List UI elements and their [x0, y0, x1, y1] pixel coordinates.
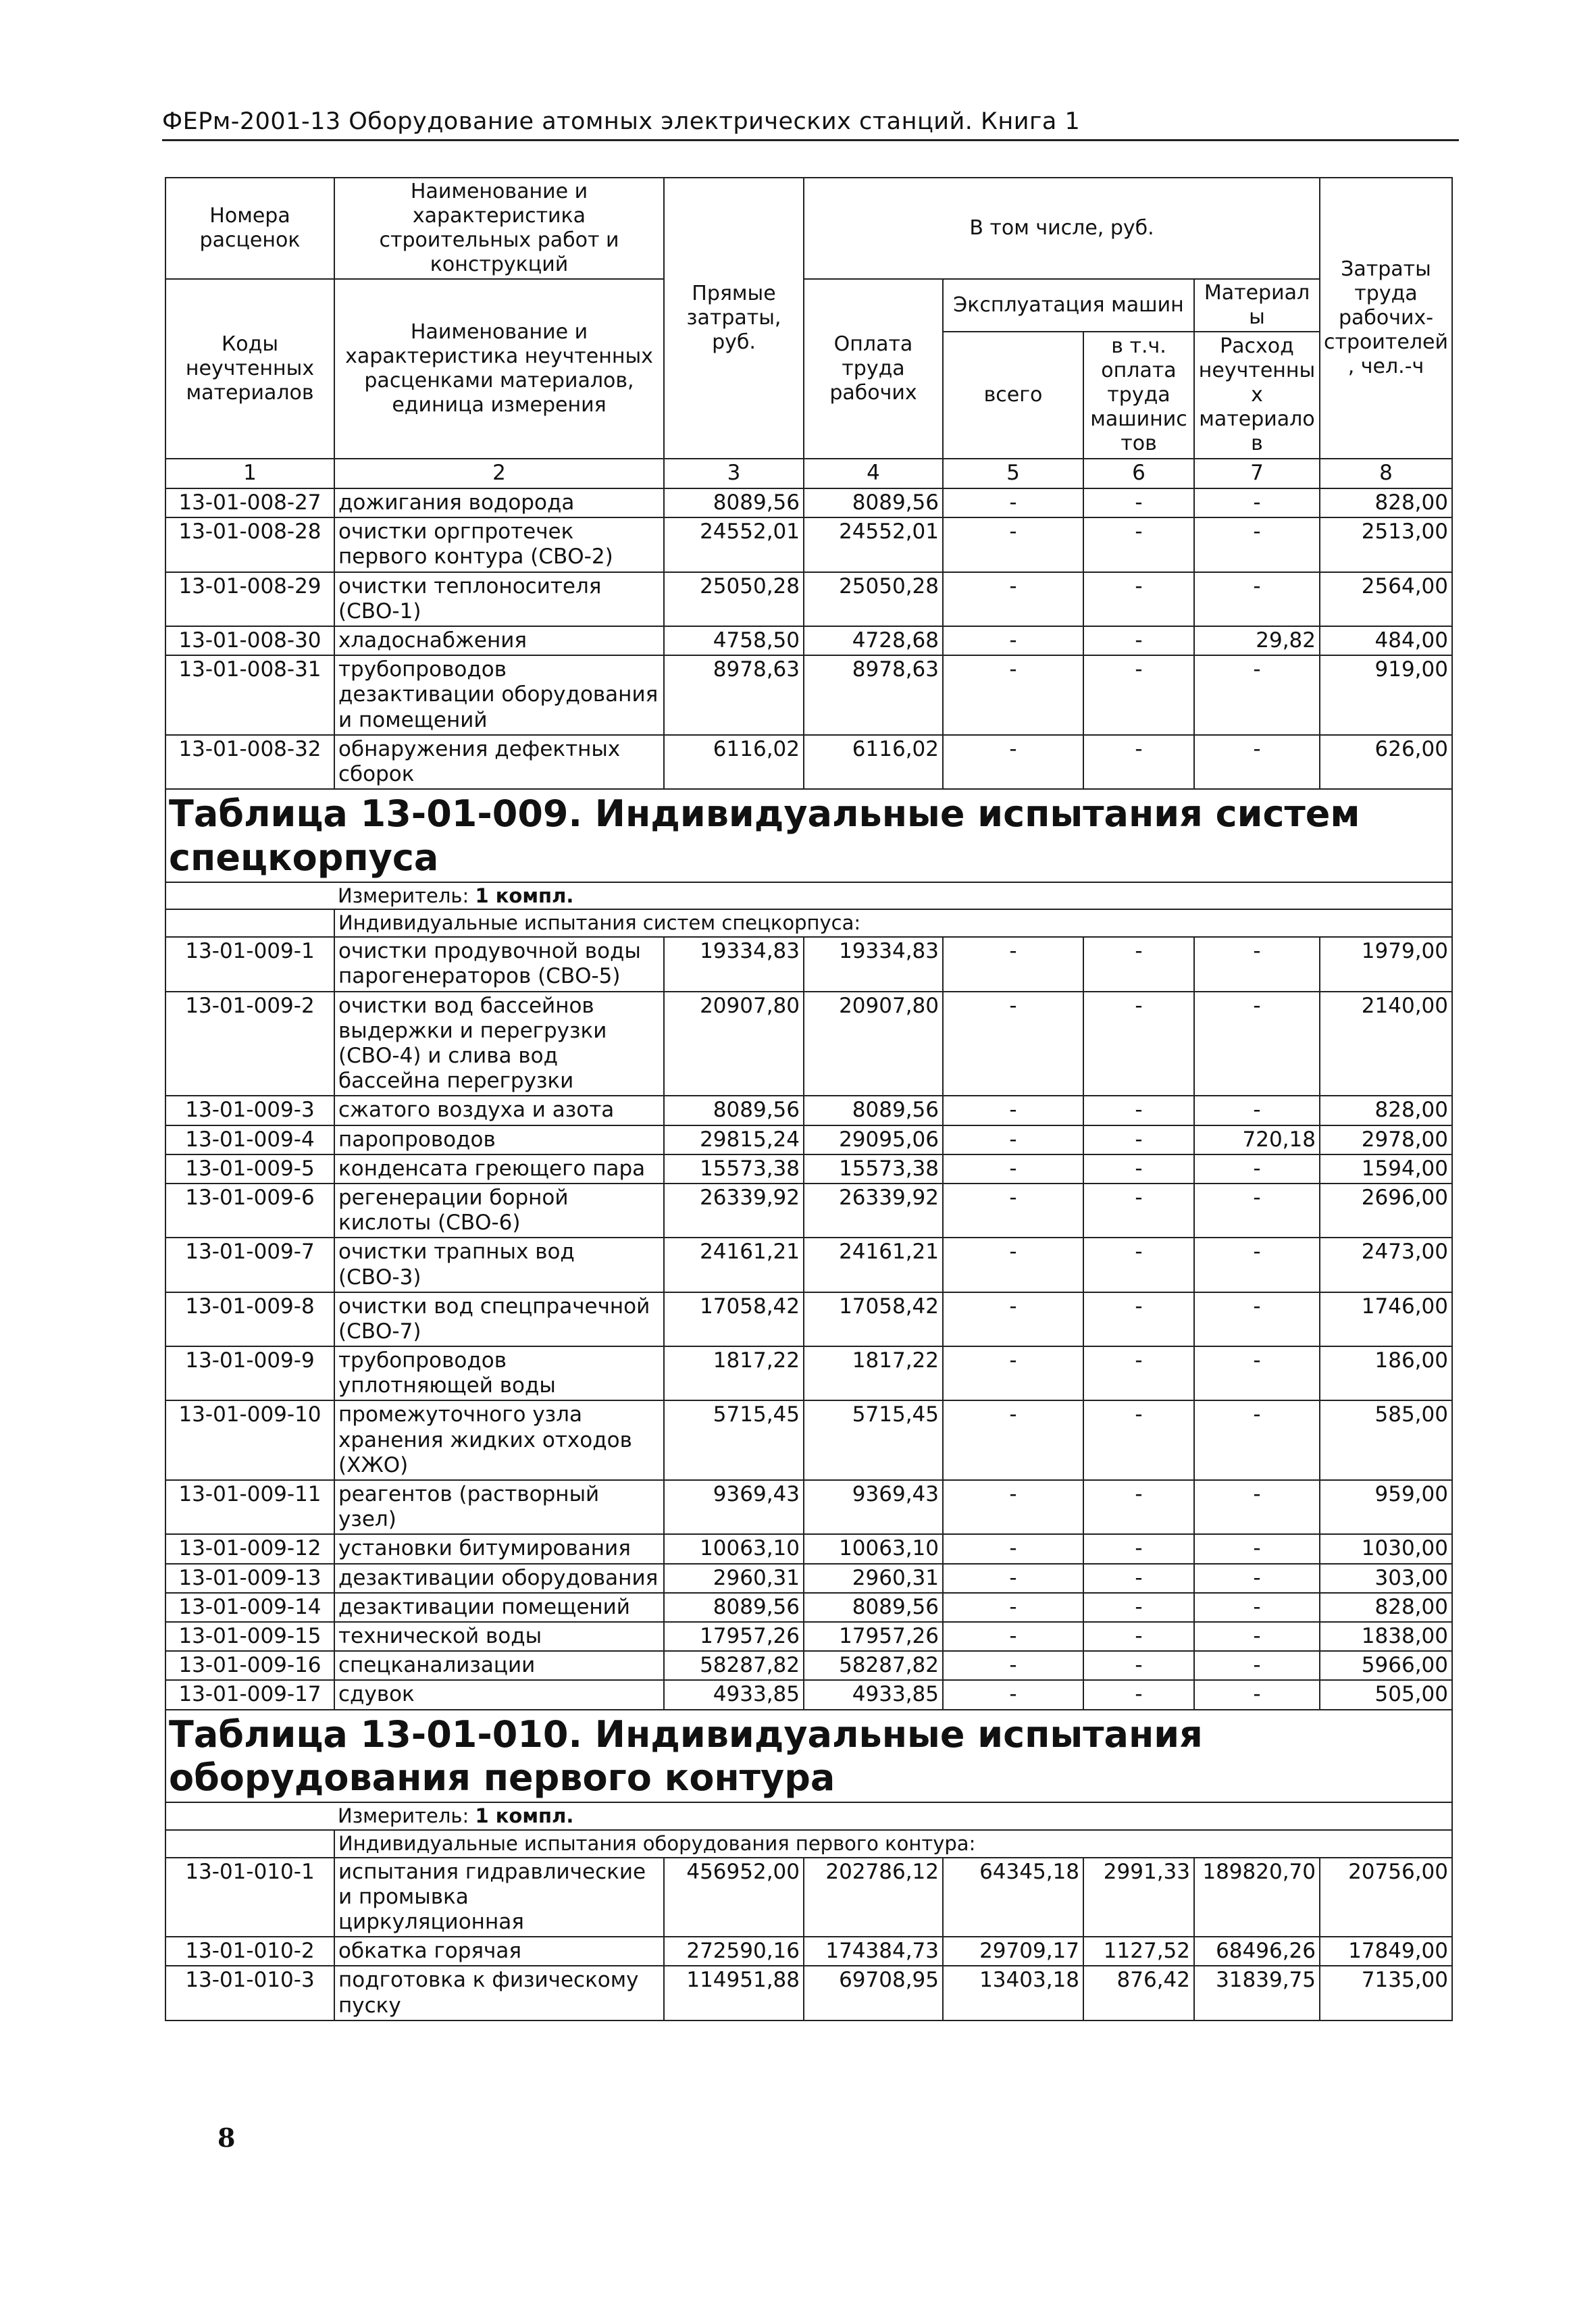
table-row	[165, 1292, 1452, 1346]
machines-total: -	[943, 1184, 1083, 1238]
rate-name: очистки продувочной воды парогенераторов (СВО-5)	[334, 937, 664, 991]
table-row	[165, 1937, 1452, 1966]
materials-use: 68496,26	[1194, 1937, 1320, 1966]
machines-total: -	[943, 1096, 1083, 1125]
materials-use: -	[1194, 655, 1320, 735]
labor-pay: 2960,31	[804, 1564, 943, 1593]
machinist-pay: -	[1083, 1534, 1194, 1563]
machinist-pay: -	[1083, 1184, 1194, 1238]
rate-code: 13-01-008-32	[165, 735, 334, 789]
header-materials-use: Расход неучтенных материалов	[1194, 332, 1320, 459]
labor-cost: 626,00	[1320, 735, 1452, 789]
labor-cost: 828,00	[1320, 488, 1452, 517]
rate-name: регенерации борной кислоты (СВО-6)	[334, 1184, 664, 1238]
machinist-pay: -	[1083, 488, 1194, 517]
labor-cost: 1979,00	[1320, 937, 1452, 991]
table-row	[165, 1184, 1452, 1238]
table-row	[165, 735, 1452, 789]
direct-costs: 25050,28	[664, 572, 804, 626]
table-row	[165, 1534, 1452, 1563]
table-row	[165, 1480, 1452, 1534]
column-number: 3	[664, 459, 804, 488]
header-name-top: Наименование и характеристика строительных работ и конструкций	[334, 178, 664, 279]
subtitle-row	[165, 1830, 1452, 1858]
materials-use: 31839,75	[1194, 1966, 1320, 2020]
labor-cost: 2513,00	[1320, 517, 1452, 571]
materials-use: -	[1194, 1154, 1320, 1184]
direct-costs: 2960,31	[664, 1564, 804, 1593]
direct-costs: 6116,02	[664, 735, 804, 789]
direct-costs: 5715,45	[664, 1400, 804, 1480]
machines-total: -	[943, 1534, 1083, 1563]
machines-total: 64345,18	[943, 1858, 1083, 1937]
direct-costs: 8089,56	[664, 1593, 804, 1622]
rate-name: дезактивации оборудования	[334, 1564, 664, 1593]
materials-use: -	[1194, 488, 1320, 517]
materials-use: -	[1194, 572, 1320, 626]
direct-costs: 24552,01	[664, 517, 804, 571]
labor-cost: 2564,00	[1320, 572, 1452, 626]
labor-cost: 1594,00	[1320, 1154, 1452, 1184]
direct-costs: 17058,42	[664, 1292, 804, 1346]
rate-name: очистки трапных вод (СВО-3)	[334, 1238, 664, 1292]
materials-use: -	[1194, 517, 1320, 571]
section-title-row	[165, 1710, 1452, 1803]
column-numbers-row	[165, 459, 1452, 488]
rate-code: 13-01-008-31	[165, 655, 334, 735]
direct-costs: 1817,22	[664, 1346, 804, 1400]
rate-name: испытания гидравлические и промывка циркуляционная	[334, 1858, 664, 1937]
rate-name: установки битумирования	[334, 1534, 664, 1563]
labor-cost: 1838,00	[1320, 1622, 1452, 1651]
machines-total: -	[943, 1651, 1083, 1680]
meter-label: Измеритель:	[338, 884, 469, 907]
direct-costs: 4758,50	[664, 626, 804, 655]
meter-value: 1 компл.	[475, 1804, 574, 1828]
rate-name: конденсата греющего пара	[334, 1154, 664, 1184]
rate-code: 13-01-009-5	[165, 1154, 334, 1184]
rate-code: 13-01-009-4	[165, 1125, 334, 1154]
header-materials-group: Материалы	[1194, 279, 1320, 332]
labor-cost: 505,00	[1320, 1680, 1452, 1709]
rates-table	[165, 177, 1453, 2021]
machinist-pay: -	[1083, 1154, 1194, 1184]
rate-name: очистки теплоносителя (СВО-1)	[334, 572, 664, 626]
rate-name: обнаружения дефектных сборок	[334, 735, 664, 789]
machines-total: -	[943, 655, 1083, 735]
section-subtitle: Индивидуальные испытания систем спецкорпуса:	[334, 909, 1452, 937]
materials-use: 189820,70	[1194, 1858, 1320, 1937]
labor-pay: 24161,21	[804, 1238, 943, 1292]
rate-code: 13-01-009-10	[165, 1400, 334, 1480]
labor-pay: 19334,83	[804, 937, 943, 991]
labor-pay: 4728,68	[804, 626, 943, 655]
direct-costs: 26339,92	[664, 1184, 804, 1238]
rate-code: 13-01-009-8	[165, 1292, 334, 1346]
header-codes-top: Номера расценок	[165, 178, 334, 279]
labor-pay: 174384,73	[804, 1937, 943, 1966]
column-number: 4	[804, 459, 943, 488]
labor-cost: 2473,00	[1320, 1238, 1452, 1292]
materials-use: -	[1194, 937, 1320, 991]
materials-use: -	[1194, 1680, 1320, 1709]
subtitle-spacer	[165, 909, 334, 937]
labor-cost: 2978,00	[1320, 1125, 1452, 1154]
machinist-pay: -	[1083, 1680, 1194, 1709]
labor-pay: 15573,38	[804, 1154, 943, 1184]
rate-code: 13-01-009-2	[165, 992, 334, 1096]
column-number: 7	[1194, 459, 1320, 488]
labor-cost: 959,00	[1320, 1480, 1452, 1534]
header-labor-pay: Оплата труда рабочих	[804, 279, 943, 459]
labor-pay: 29095,06	[804, 1125, 943, 1154]
materials-use: -	[1194, 992, 1320, 1096]
rate-code: 13-01-010-2	[165, 1937, 334, 1966]
direct-costs: 272590,16	[664, 1937, 804, 1966]
rate-code: 13-01-009-16	[165, 1651, 334, 1680]
table-row	[165, 1966, 1452, 2020]
labor-cost: 2696,00	[1320, 1184, 1452, 1238]
meter-spacer	[165, 882, 334, 910]
machinist-pay: -	[1083, 655, 1194, 735]
machinist-pay: -	[1083, 1622, 1194, 1651]
table-row	[165, 1125, 1452, 1154]
machines-total: 29709,17	[943, 1937, 1083, 1966]
machinist-pay: -	[1083, 517, 1194, 571]
materials-use: -	[1194, 1480, 1320, 1534]
materials-use: 29,82	[1194, 626, 1320, 655]
table-row	[165, 1096, 1452, 1125]
machinist-pay: -	[1083, 1480, 1194, 1534]
running-header: ФЕРм-2001-13 Оборудование атомных электрических станций. Книга 1	[162, 108, 1459, 141]
labor-pay: 8089,56	[804, 1096, 943, 1125]
labor-pay: 24552,01	[804, 517, 943, 571]
direct-costs: 24161,21	[664, 1238, 804, 1292]
rate-code: 13-01-009-11	[165, 1480, 334, 1534]
rate-name: технической воды	[334, 1622, 664, 1651]
table-row	[165, 1400, 1452, 1480]
rate-name: подготовка к физическому пуску	[334, 1966, 664, 2020]
machines-total: -	[943, 1564, 1083, 1593]
rate-name: обкатка горячая	[334, 1937, 664, 1966]
labor-cost: 303,00	[1320, 1564, 1452, 1593]
rate-name: дезактивации помещений	[334, 1593, 664, 1622]
table-row	[165, 655, 1452, 735]
table-row	[165, 1564, 1452, 1593]
machines-total: -	[943, 1125, 1083, 1154]
machines-total: 13403,18	[943, 1966, 1083, 2020]
table-row	[165, 517, 1452, 571]
meter-value: 1 компл.	[475, 884, 574, 907]
machines-total: -	[943, 1680, 1083, 1709]
labor-pay: 17957,26	[804, 1622, 943, 1651]
machinist-pay: 876,42	[1083, 1966, 1194, 2020]
labor-pay: 9369,43	[804, 1480, 943, 1534]
materials-use: -	[1194, 1564, 1320, 1593]
labor-cost: 2140,00	[1320, 992, 1452, 1096]
rate-name: спецканализации	[334, 1651, 664, 1680]
machines-total: -	[943, 572, 1083, 626]
machinist-pay: 1127,52	[1083, 1937, 1194, 1966]
machines-total: -	[943, 1292, 1083, 1346]
direct-costs: 29815,24	[664, 1125, 804, 1154]
table-row	[165, 572, 1452, 626]
direct-costs: 20907,80	[664, 992, 804, 1096]
rate-code: 13-01-009-15	[165, 1622, 334, 1651]
labor-cost: 5966,00	[1320, 1651, 1452, 1680]
labor-cost: 585,00	[1320, 1400, 1452, 1480]
table-row	[165, 488, 1452, 517]
table-row	[165, 1622, 1452, 1651]
meter-cell	[334, 1802, 1452, 1830]
table-row	[165, 1858, 1452, 1937]
labor-cost: 919,00	[1320, 655, 1452, 735]
labor-pay: 20907,80	[804, 992, 943, 1096]
materials-use: -	[1194, 1346, 1320, 1400]
machines-total: -	[943, 1400, 1083, 1480]
materials-use: -	[1194, 1292, 1320, 1346]
materials-use: -	[1194, 1651, 1320, 1680]
machinist-pay: -	[1083, 1593, 1194, 1622]
rate-name: дожигания водорода	[334, 488, 664, 517]
labor-pay: 8978,63	[804, 655, 943, 735]
labor-pay: 58287,82	[804, 1651, 943, 1680]
labor-cost: 828,00	[1320, 1593, 1452, 1622]
machinist-pay: -	[1083, 1564, 1194, 1593]
rate-name: трубопроводов уплотняющей воды	[334, 1346, 664, 1400]
labor-pay: 69708,95	[804, 1966, 943, 2020]
column-number: 6	[1083, 459, 1194, 488]
column-number: 5	[943, 459, 1083, 488]
machinist-pay: -	[1083, 1346, 1194, 1400]
materials-use: -	[1194, 1238, 1320, 1292]
rate-code: 13-01-009-9	[165, 1346, 334, 1400]
direct-costs: 8978,63	[664, 655, 804, 735]
machines-total: -	[943, 735, 1083, 789]
labor-pay: 5715,45	[804, 1400, 943, 1480]
machinist-pay: -	[1083, 1292, 1194, 1346]
table-row	[165, 992, 1452, 1096]
labor-cost: 1030,00	[1320, 1534, 1452, 1563]
direct-costs: 4933,85	[664, 1680, 804, 1709]
header-incl-group: В том числе, руб.	[804, 178, 1320, 279]
rate-code: 13-01-010-1	[165, 1858, 334, 1937]
materials-use: -	[1194, 1622, 1320, 1651]
rate-code: 13-01-009-13	[165, 1564, 334, 1593]
machines-total: -	[943, 1154, 1083, 1184]
rate-code: 13-01-008-29	[165, 572, 334, 626]
rate-name: сжатого воздуха и азота	[334, 1096, 664, 1125]
labor-pay: 202786,12	[804, 1858, 943, 1937]
column-number: 2	[334, 459, 664, 488]
machinist-pay: -	[1083, 1096, 1194, 1125]
rate-name: очистки оргпротечек первого контура (СВО-2)	[334, 517, 664, 571]
direct-costs: 15573,38	[664, 1154, 804, 1184]
section-subtitle: Индивидуальные испытания оборудования первого контура:	[334, 1830, 1452, 1858]
machinist-pay: -	[1083, 1238, 1194, 1292]
labor-pay: 6116,02	[804, 735, 943, 789]
machines-total: -	[943, 1346, 1083, 1400]
labor-cost: 484,00	[1320, 626, 1452, 655]
labor-pay: 8089,56	[804, 488, 943, 517]
labor-pay: 26339,92	[804, 1184, 943, 1238]
section-title-row	[165, 789, 1452, 882]
direct-costs: 10063,10	[664, 1534, 804, 1563]
rate-code: 13-01-008-30	[165, 626, 334, 655]
table-row	[165, 626, 1452, 655]
header-labor-cost: Затраты труда рабочих-строителей, чел.-ч	[1320, 178, 1452, 459]
table-row	[165, 1154, 1452, 1184]
machinist-pay: -	[1083, 1651, 1194, 1680]
machinist-pay: -	[1083, 626, 1194, 655]
table-row	[165, 1238, 1452, 1292]
section-title: Таблица 13-01-010. Индивидуальные испытания оборудования первого контура	[165, 1710, 1452, 1803]
labor-cost: 17849,00	[1320, 1937, 1452, 1966]
machines-total: -	[943, 1593, 1083, 1622]
labor-cost: 828,00	[1320, 1096, 1452, 1125]
rate-name: хладоснабжения	[334, 626, 664, 655]
machines-total: -	[943, 992, 1083, 1096]
machinist-pay: -	[1083, 1400, 1194, 1480]
rate-code: 13-01-008-28	[165, 517, 334, 571]
machines-total: -	[943, 1480, 1083, 1534]
labor-pay: 10063,10	[804, 1534, 943, 1563]
rate-name: очистки вод бассейнов выдержки и перегрузки (СВО-4) и слива вод бассейна перегрузки	[334, 992, 664, 1096]
materials-use: -	[1194, 1184, 1320, 1238]
direct-costs: 114951,88	[664, 1966, 804, 2020]
header-machines-group: Эксплуатация машин	[943, 279, 1194, 332]
table-row	[165, 1593, 1452, 1622]
subtitle-row	[165, 909, 1452, 937]
rate-name: паропроводов	[334, 1125, 664, 1154]
direct-costs: 19334,83	[664, 937, 804, 991]
labor-pay: 17058,42	[804, 1292, 943, 1346]
rate-code: 13-01-009-3	[165, 1096, 334, 1125]
machinist-pay: -	[1083, 992, 1194, 1096]
direct-costs: 17957,26	[664, 1622, 804, 1651]
meter-row	[165, 882, 1452, 910]
rate-code: 13-01-009-6	[165, 1184, 334, 1238]
materials-use: 720,18	[1194, 1125, 1320, 1154]
machinist-pay: -	[1083, 937, 1194, 991]
meter-spacer	[165, 1802, 334, 1830]
materials-use: -	[1194, 1593, 1320, 1622]
meter-label: Измеритель:	[338, 1804, 469, 1828]
materials-use: -	[1194, 1400, 1320, 1480]
header-codes-bottom: Коды неучтенных материалов	[165, 279, 334, 459]
rate-code: 13-01-009-17	[165, 1680, 334, 1709]
column-number: 1	[165, 459, 334, 488]
machinist-pay: 2991,33	[1083, 1858, 1194, 1937]
labor-pay: 1817,22	[804, 1346, 943, 1400]
table-row	[165, 1346, 1452, 1400]
rate-code: 13-01-008-27	[165, 488, 334, 517]
labor-pay: 4933,85	[804, 1680, 943, 1709]
materials-use: -	[1194, 735, 1320, 789]
header-direct-costs: Прямые затраты, руб.	[664, 178, 804, 459]
machines-total: -	[943, 517, 1083, 571]
header-name-bottom: Наименование и характеристика неучтенных расценками материалов, единица измерения	[334, 279, 664, 459]
meter-row	[165, 1802, 1452, 1830]
subtitle-spacer	[165, 1830, 334, 1858]
direct-costs: 58287,82	[664, 1651, 804, 1680]
direct-costs: 8089,56	[664, 1096, 804, 1125]
machines-total: -	[943, 488, 1083, 517]
table-row	[165, 1680, 1452, 1709]
machinist-pay: -	[1083, 735, 1194, 789]
labor-pay: 8089,56	[804, 1593, 943, 1622]
rate-code: 13-01-009-1	[165, 937, 334, 991]
direct-costs: 456952,00	[664, 1858, 804, 1937]
machinist-pay: -	[1083, 1125, 1194, 1154]
rate-code: 13-01-009-12	[165, 1534, 334, 1563]
rate-name: промежуточного узла хранения жидких отходов (ХЖО)	[334, 1400, 664, 1480]
column-number: 8	[1320, 459, 1452, 488]
labor-cost: 7135,00	[1320, 1966, 1452, 2020]
rate-name: сдувок	[334, 1680, 664, 1709]
direct-costs: 8089,56	[664, 488, 804, 517]
machinist-pay: -	[1083, 572, 1194, 626]
rate-code: 13-01-009-7	[165, 1238, 334, 1292]
labor-pay: 25050,28	[804, 572, 943, 626]
rate-name: очистки вод спецпрачечной (СВО-7)	[334, 1292, 664, 1346]
materials-use: -	[1194, 1096, 1320, 1125]
labor-cost: 186,00	[1320, 1346, 1452, 1400]
table-row	[165, 1651, 1452, 1680]
machines-total: -	[943, 626, 1083, 655]
machines-total: -	[943, 1622, 1083, 1651]
labor-cost: 1746,00	[1320, 1292, 1452, 1346]
materials-use: -	[1194, 1534, 1320, 1563]
direct-costs: 9369,43	[664, 1480, 804, 1534]
page-number: 8	[217, 2123, 236, 2153]
table-row	[165, 937, 1452, 991]
rate-code: 13-01-009-14	[165, 1593, 334, 1622]
rate-name: трубопроводов дезактивации оборудования и помещений	[334, 655, 664, 735]
rate-name: реагентов (растворный узел)	[334, 1480, 664, 1534]
header-machinist-pay: в т.ч. оплата труда машинистов	[1083, 332, 1194, 459]
machines-total: -	[943, 1238, 1083, 1292]
labor-cost: 20756,00	[1320, 1858, 1452, 1937]
meter-cell	[334, 882, 1452, 910]
rate-code: 13-01-010-3	[165, 1966, 334, 2020]
section-title: Таблица 13-01-009. Индивидуальные испытания систем спецкорпуса	[165, 789, 1452, 882]
header-machines-total: всего	[943, 332, 1083, 459]
machines-total: -	[943, 937, 1083, 991]
